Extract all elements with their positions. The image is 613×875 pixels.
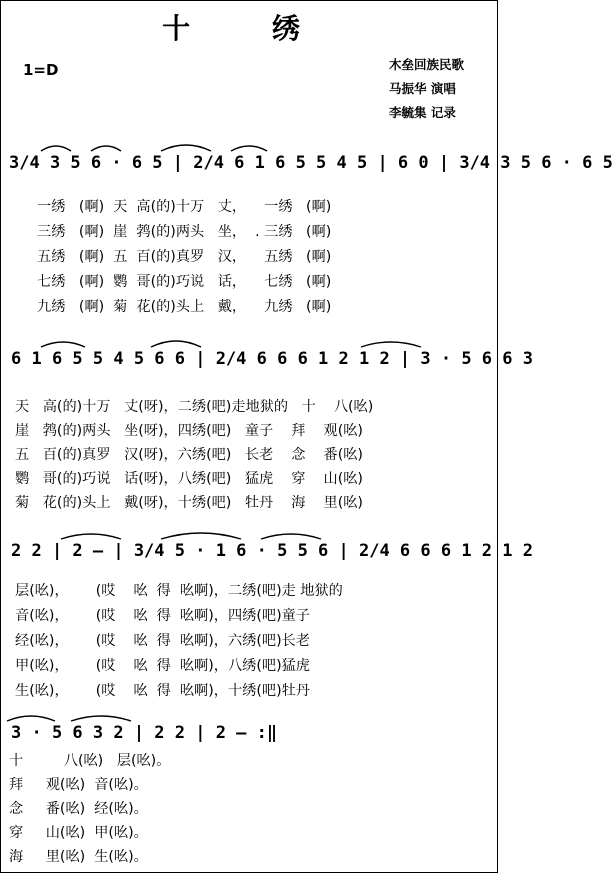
lyric-line: 生(吆)， (哎 吆 得 吆啊)，十绣(吧)牡丹 [15,683,310,699]
slur-mark [91,146,121,151]
slur-mark [161,145,211,151]
lyric-line: 鹦 哥(的)巧说 话(呀)，八绣(吧) 猛虎 穿 山(吆) [15,471,363,487]
slur-mark [71,716,131,721]
lyric-line: 崖 鹁(的)两头 坐(呀)，四绣(吧) 童子 拜 观(吆) [15,423,363,439]
slur-mark [161,533,241,539]
slur-mark [231,146,267,151]
slur-mark [41,146,71,151]
slur-mark [361,342,421,347]
slur-mark [261,534,321,539]
lyric-line: 拜 观(吆) 音(吆)。 [9,777,148,793]
lyric-line: 五 百(的)真罗 汉(呀)，六绣(吧) 长老 念 番(吆) [15,447,363,463]
notation-line-1: 3/4 3 5 6 · 6 5 | 2/4 6 1 6 5 5 4 5 | 6 0 | 3/4 3 5 6 · 6 5 [9,153,613,173]
lyric-line: 甲(吆)， (哎 吆 得 吆啊)，八绣(吧)猛虎 [15,658,310,674]
lyric-line: 经(吆)， (哎 吆 得 吆啊)，六绣(吧)长老 [15,633,310,649]
lyric-line: 七绣 (啊) 鹦 哥(的)巧说 话， 七绣 (啊) [37,274,332,290]
notation-line-4: 3 · 5 6 3 2 | 2 2 | 2 — :‖ [11,723,278,743]
lyric-line: 音(吆)， (哎 吆 得 吆啊)，四绣(吧)童子 [15,608,310,624]
notation-line-3: 2 2 | 2 — | 3/4 5 · 1 6 · 5 5 6 | 2/4 6 6 6 1 2 1 2 [11,541,533,561]
slur-mark [151,341,201,347]
slur-mark [61,534,121,539]
lyric-line: 层(吆)， (哎 吆 得 吆啊)，二绣(吧)走 地狱的 [15,583,343,599]
lyric-line: 三绣 (啊) 崖 鹁(的)两头 坐， . 三绣 (啊) [37,224,332,240]
key-signature: 1=D [23,61,59,79]
lyric-line: 一绣 (啊) 天 高(的)十万 丈， 一绣 (啊) [37,199,332,215]
lyric-line: 念 番(吆) 经(吆)。 [9,801,148,817]
credit-recorder: 李毓集 记录 [389,105,456,120]
lyric-line: 五绣 (啊) 五 百(的)真罗 汉， 五绣 (啊) [37,249,332,265]
lyric-line: 十 八(吆) 层(吆)。 [9,753,171,769]
credit-singer: 马振华 演唱 [389,81,456,96]
credit-origin: 木垒回族民歌 [389,57,465,72]
notation-marks [1,1,499,874]
lyric-line: 穿 山(吆) 甲(吆)。 [9,825,148,841]
lyric-line: 菊 花(的)头上 戴(呀)，十绣(吧) 牡丹 海 里(吆) [15,495,363,511]
slur-mark [7,716,55,721]
song-title: 十 绣 [162,12,336,45]
notation-line-2: 6 1 6 5 5 4 5 6 6 | 2/4 6 6 6 1 2 1 2 | 3 · 5 6 6 3 [11,349,533,369]
slur-mark [41,342,85,347]
lyric-line: 天 高(的)十万 丈(呀)，二绣(吧)走地狱的 十 八(吆) [15,399,374,415]
lyric-line: 海 里(吆) 生(吆)。 [9,849,148,865]
lyric-line: 九绣 (啊) 菊 花(的)头上 戴， 九绣 (啊) [37,299,332,315]
